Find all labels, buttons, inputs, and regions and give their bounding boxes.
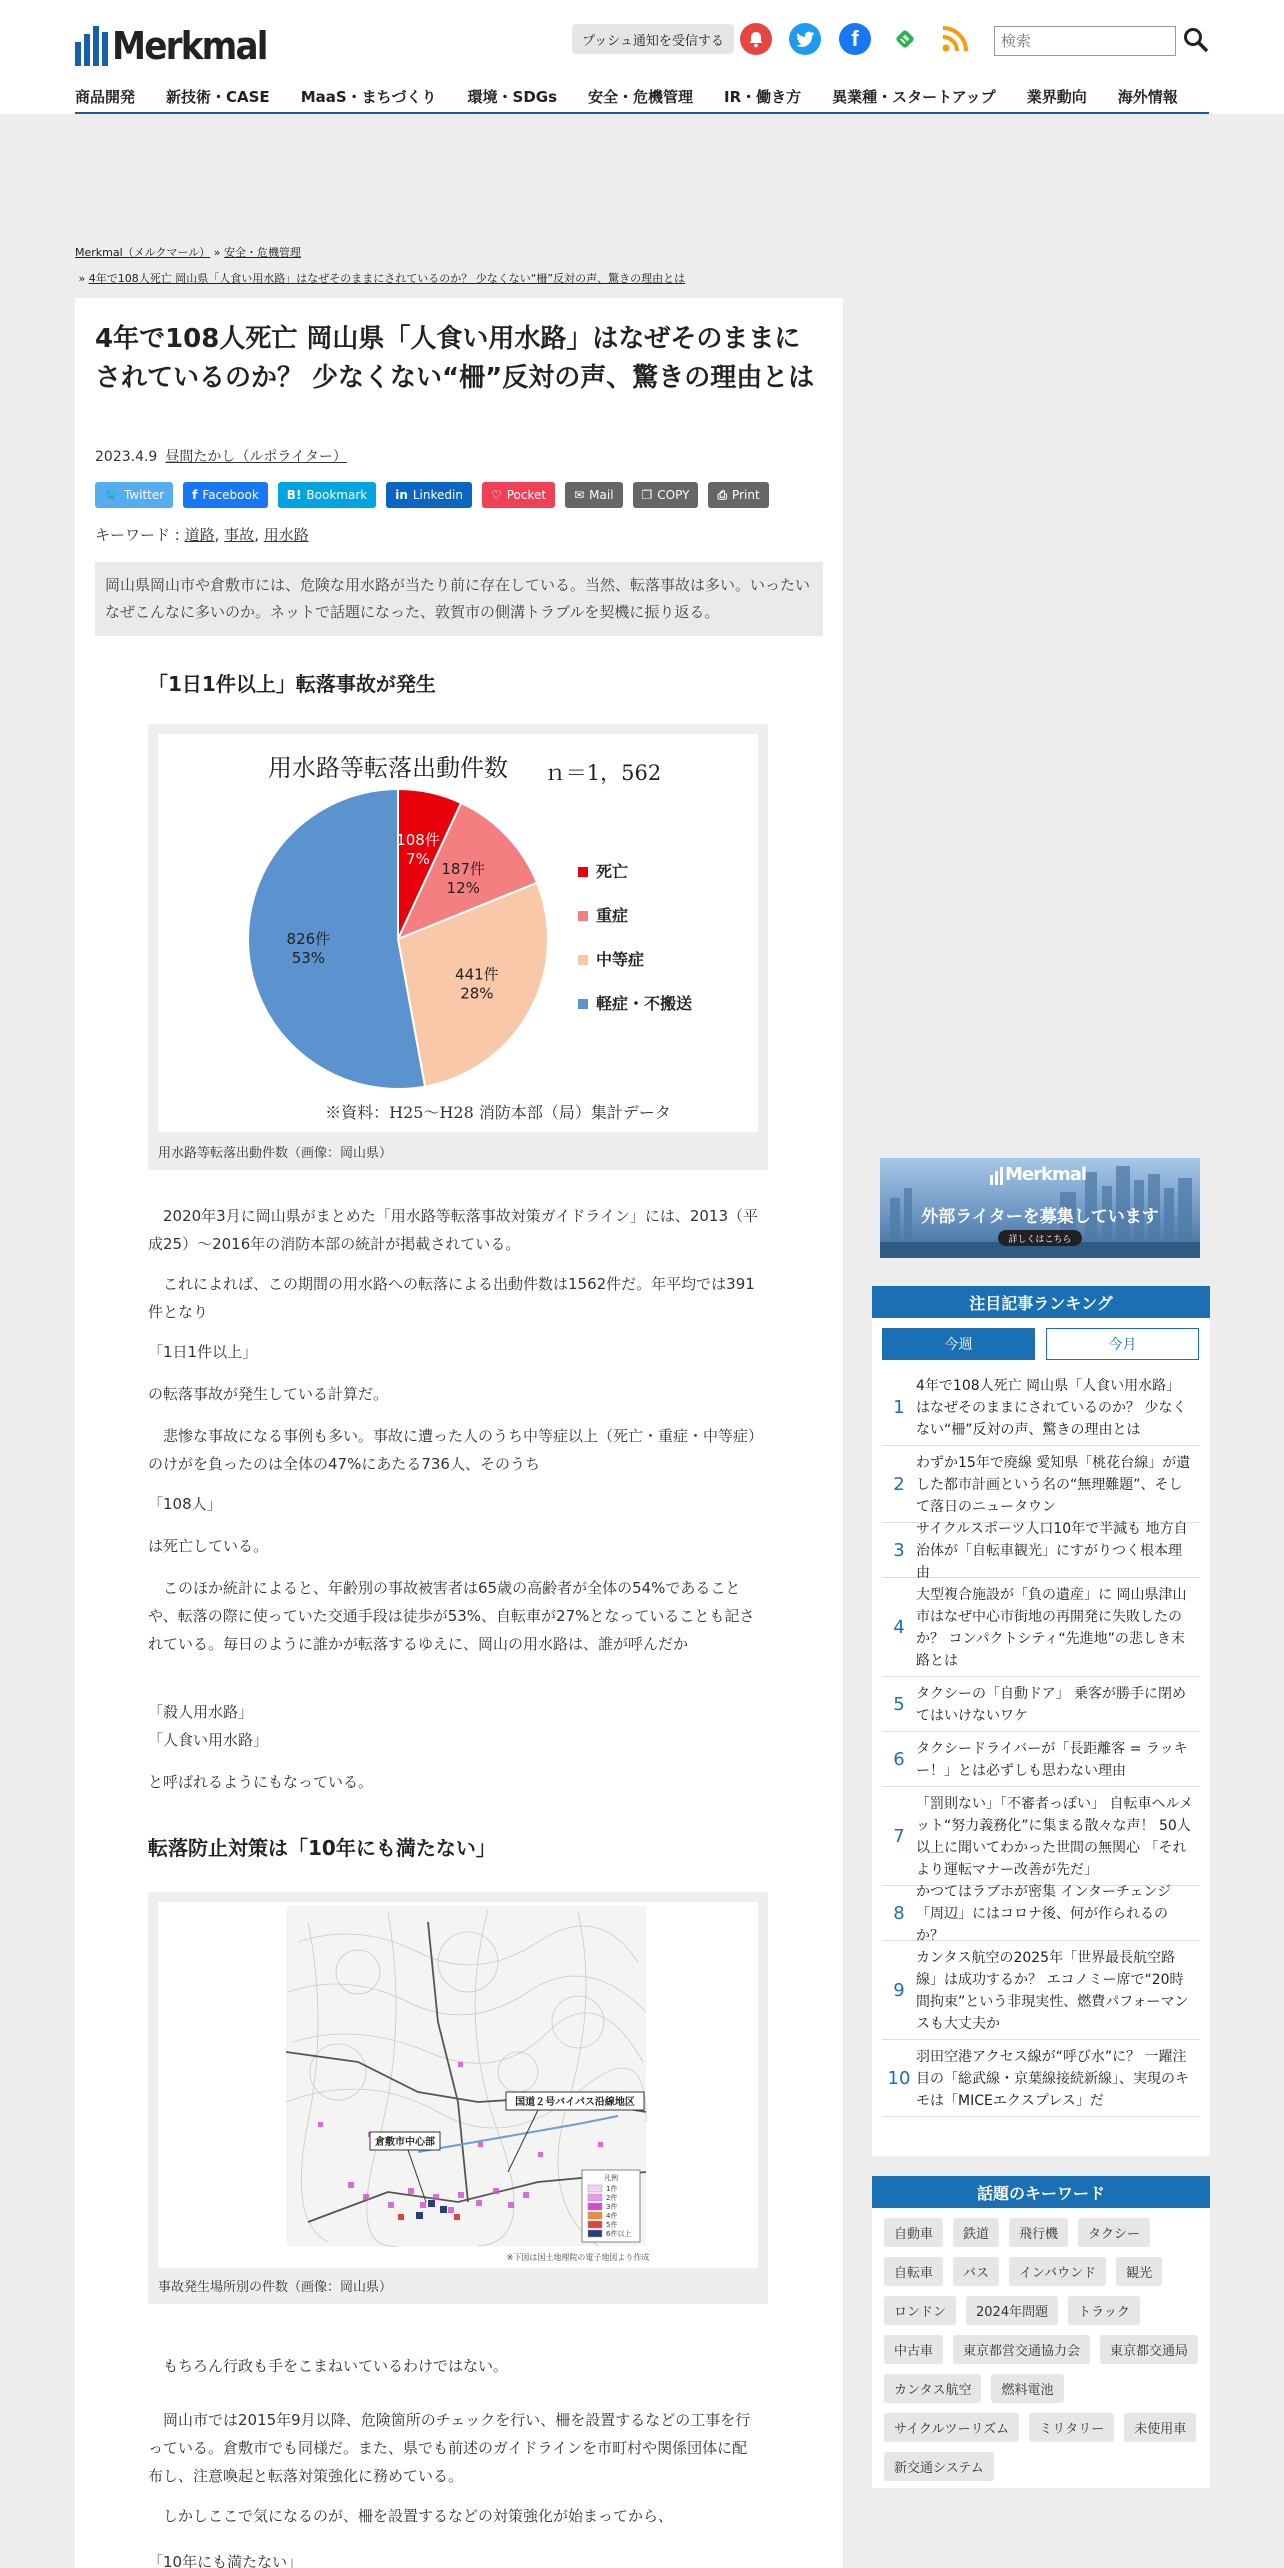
map-panel — [158, 1902, 758, 2268]
feedly-icon[interactable] — [889, 23, 921, 55]
map-legend-item: 2件 — [606, 2194, 618, 2202]
paragraph: 岡山市では2015年9月以降、危険箇所のチェックを行い、柵を設置するなどの工事を行っている。倉敷市でも同様だ。また、県でも前述のガイドラインを市町村や関係団体に配布し、注意喚起と転落対策強化に務めている。 — [148, 2411, 751, 2485]
legend-swatch — [578, 911, 588, 921]
slice-percent-label: 7% — [406, 850, 430, 869]
pie-chart-panel — [158, 734, 758, 1132]
article — [75, 298, 843, 2568]
ranking-widget — [872, 1286, 1210, 2156]
nav-item[interactable]: MaaS・まちづくり — [300, 88, 437, 106]
ranking-number: 9 — [893, 1980, 905, 2001]
keyword-tag[interactable]: サイクルツーリズム — [884, 2413, 1019, 2442]
banner-text: 外部ライターを募集しています — [921, 1207, 1159, 1227]
site-logo[interactable] — [75, 22, 284, 66]
slice-percent-label: 12% — [446, 878, 480, 897]
article-lead: 岡山県岡山市や倉敷市には、危険な用水路が当たり前に存在している。当然、転落事故は多い。いったいなぜこんなに多いのか。ネットで話題になった、敦賀市の側溝トラブルを契機に振り返る。 — [95, 562, 823, 636]
share-linkedin-button[interactable]: in Linkedin — [386, 482, 472, 508]
push-notification-button[interactable]: プッシュ通知を受信する — [572, 24, 734, 54]
paragraph: と呼ばれるようにもなっている。 — [148, 1773, 374, 1791]
facebook-icon[interactable]: f — [839, 23, 871, 55]
ranking-item[interactable] — [882, 1733, 1200, 1787]
figure-map — [148, 1892, 768, 2304]
logo-text: Merkmal — [112, 24, 267, 68]
chart-n-label: ｎ＝1，562 — [544, 761, 662, 785]
keyword-tag[interactable]: 東京都営交通協力会 — [953, 2335, 1090, 2364]
tab-week[interactable]: 今週 — [882, 1328, 1035, 1360]
keyword-tag[interactable]: 東京都交通局 — [1100, 2335, 1198, 2364]
facebook-icon: f — [192, 488, 198, 502]
breadcrumb-category[interactable]: 安全・危機管理 — [223, 246, 301, 259]
chart-title: 用水路等転落出動件数 — [268, 754, 508, 782]
ranking-number: 10 — [887, 2068, 911, 2089]
legend-label: 中等症 — [596, 950, 645, 969]
quote-text: 「人食い用水路」 — [148, 1731, 269, 1749]
keyword-tag[interactable]: バス — [953, 2257, 999, 2286]
keyword-tag[interactable]: トラック — [1068, 2296, 1140, 2325]
ranking-item[interactable] — [882, 1942, 1200, 2040]
breadcrumb-home[interactable]: Merkmal（メルクマール） — [75, 246, 211, 259]
share-pocket-button[interactable]: ♡ Pocket — [482, 482, 555, 508]
hatena-icon: B! — [286, 488, 302, 502]
ranking-title-text: タクシーの「自動ドア」 乗客が勝手に閉めてはいけないワケ — [916, 1685, 1187, 1724]
print-button[interactable]: ⎙ Print — [708, 482, 768, 508]
twitter-icon[interactable] — [789, 23, 821, 55]
nav-item[interactable]: 異業種・スタートアップ — [832, 88, 996, 106]
banner-more-button[interactable]: 詳しくはこちら — [998, 1230, 1082, 1246]
slice-value-label: 108件 — [396, 831, 440, 850]
figure-pie — [148, 724, 768, 1170]
nav-item[interactable]: 環境・SDGs — [467, 88, 558, 106]
search-icon[interactable] — [1182, 26, 1210, 54]
pie-chart — [158, 734, 758, 1132]
ranking-title-text: カンタス航空の2025年「世界最長航空路線」は成功するか？ エコノミー席で“20時間拘束”という非現実性、燃費パフォーマンスも大丈夫か — [916, 1949, 1189, 2032]
keyword-tag[interactable]: 未使用車 — [1124, 2413, 1196, 2442]
legend-label: 重症 — [596, 906, 629, 925]
paragraph: これによれば、この期間の用水路への転落による出動件数は1562件だ。年平均では391件となり — [148, 1275, 755, 1321]
site-header — [0, 0, 1284, 114]
article-title: 4年で108人死亡 岡山県「人食い用水路」はなぜそのままにされているのか？ 少なくない“柵”反対の声、驚きの理由とは — [95, 324, 815, 393]
nav-item[interactable]: 商品開発 — [75, 88, 136, 106]
share-mail-button[interactable]: ✉ Mail — [565, 482, 622, 508]
legend-label: 軽症・不搬送 — [596, 994, 693, 1013]
section-heading: 転落防止対策は「10年にも満たない」 — [148, 1836, 496, 1860]
keyword-tag[interactable]: 自動車 — [884, 2218, 943, 2247]
ranking-title-text: 4年で108人死亡 岡山県「人食い用水路」はなぜそのままにされているのか？ 少なくない“柵”反対の声、驚きの理由とは — [916, 1377, 1187, 1438]
trending-keywords-widget — [872, 2176, 1210, 2488]
ranking-number: 1 — [893, 1397, 905, 1418]
map-source: ※下図は国土地理院の電子地図より作成 — [506, 2253, 650, 2262]
ranking-item[interactable] — [882, 1520, 1200, 1581]
ranking-number: 4 — [893, 1617, 905, 1638]
legend-label: 死亡 — [596, 862, 629, 881]
share-buttons — [95, 482, 769, 508]
share-twitter-button[interactable]: 🐦 Twitter — [95, 482, 173, 508]
map-legend-item: 1件 — [606, 2185, 618, 2193]
keyword-tag[interactable]: 新交通システム — [884, 2452, 994, 2481]
tab-month[interactable]: 今月 — [1046, 1328, 1199, 1360]
breadcrumb: Merkmal（メルクマール） » 安全・危機管理 » 4年で108人死亡 岡山県「人食い用水路」はなぜそのままにされているのか？ 少なくない“柵”反対の声、驚きの理由とは — [75, 246, 686, 285]
ranking-title: 注目記事ランキング — [872, 1286, 1210, 1318]
ranking-number: 5 — [893, 1694, 905, 1715]
keyword-tag[interactable]: カンタス航空 — [884, 2374, 981, 2403]
slice-value-label: 826件 — [286, 930, 331, 949]
push-bell-icon[interactable] — [740, 23, 772, 55]
keyword-tag[interactable]: 燃料電池 — [991, 2374, 1063, 2403]
slice-value-label: 441件 — [455, 965, 499, 984]
map-legend-item: 4件 — [606, 2212, 618, 2220]
keyword-tag[interactable]: ロンドン — [884, 2296, 956, 2325]
linkedin-icon: in — [395, 488, 408, 502]
nav-item[interactable]: IR・働き方 — [724, 88, 802, 106]
keyword-tag[interactable]: 自転車 — [884, 2257, 943, 2286]
quote-text: 「1日1件以上」 — [148, 1343, 258, 1361]
paragraph: このほか統計によると、年齢別の事故被害者は65歳の高齢者が全体の54%であることや、転落の際に使っていた交通手段は徒歩が53%、自転車が27%となっていることも記されている。毎日のように誰かが転落するゆえに、岡山の用水路は、誰が呼んだか — [148, 1579, 755, 1653]
main-nav — [75, 86, 1209, 110]
map-legend-item: 3件 — [606, 2203, 618, 2211]
breadcrumb-current[interactable]: 4年で108人死亡 岡山県「人食い用水路」はなぜそのままにされているのか？ 少なくない“柵”反対の声、驚きの理由とは — [88, 272, 686, 285]
writer-recruit-banner[interactable] — [880, 1158, 1200, 1258]
keyword-tag[interactable]: 飛行機 — [1009, 2218, 1068, 2247]
nav-item[interactable]: 新技術・CASE — [166, 88, 270, 106]
header-divider — [75, 112, 1209, 114]
ranking-number: 3 — [893, 1540, 905, 1561]
ranking-title-text: わずか15年で廃線 愛知県「桃花台線」が遺した都市計画という名の“無理難題”、そして落日のニュータウン — [916, 1454, 1191, 1515]
slice-percent-label: 53% — [291, 949, 326, 968]
ranking-title-text: 羽田空港アクセス線が“呼び水”に？ 一躍注目の「総武線・京葉線接続新線」、実現のキモは「MICEエクスプレス」だ — [916, 2048, 1189, 2109]
ranking-item[interactable] — [882, 2041, 1200, 2117]
print-icon: ⎙ — [717, 487, 728, 502]
twitter-icon: 🐦 — [104, 488, 119, 502]
keyword-tag[interactable]: 観光 — [1116, 2257, 1162, 2286]
share-hatena-button[interactable]: B! Bookmark — [278, 482, 376, 508]
ranking-item[interactable] — [882, 1678, 1200, 1732]
ranking-item[interactable] — [882, 1370, 1200, 1446]
quote-text: 「殺人用水路」 — [148, 1703, 254, 1721]
nav-item[interactable]: 海外情報 — [1117, 88, 1178, 106]
logo-mark — [75, 26, 108, 66]
paragraph: しかしここで気になるのが、柵を設置するなどの対策強化が始まってから、 — [148, 2507, 674, 2525]
keyword-link[interactable]: 事故 — [224, 526, 255, 544]
ranking-number: 2 — [893, 1474, 905, 1495]
legend-swatch — [578, 955, 588, 965]
rss-icon[interactable] — [939, 23, 971, 55]
nav-item[interactable]: 業界動向 — [1026, 88, 1087, 106]
map-label: 国道２号バイパス沿線地区 — [515, 2097, 635, 2108]
map-legend-item: 6件以上 — [606, 2230, 632, 2238]
ranking-item[interactable] — [882, 1788, 1200, 1886]
slice-value-label: 187件 — [441, 859, 486, 878]
ranking-number: 8 — [893, 1903, 905, 1924]
keyword-link[interactable]: 用水路 — [263, 526, 309, 544]
chart-source: ※資料：H25～H28 消防本部（局）集計データ — [325, 1103, 671, 1122]
paragraph: 悲惨な事故になる事例も多い。事故に遭った人のうち中等症以上（死亡・重症・中等症）のけがを負ったのは全体の47%にあたる736人、そのうち — [148, 1427, 756, 1473]
keyword-tags — [884, 2218, 1204, 2481]
accident-map — [158, 1902, 758, 2268]
legend-swatch — [578, 867, 588, 877]
ranking-title-text: かつてはラブホが密集 インターチェンジ「周辺」にはコロナ後、何が作られるのか？ — [916, 1883, 1172, 1944]
ranking-number: 6 — [893, 1749, 905, 1770]
keyword-link[interactable]: 道路 — [184, 526, 215, 544]
search-input[interactable] — [994, 26, 1176, 56]
figure-caption: 事故発生場所別の件数（画像：岡山県） — [158, 2280, 393, 2295]
pocket-icon: ♡ — [490, 488, 502, 502]
copy-icon: ❐ — [641, 488, 653, 502]
mail-icon: ✉ — [574, 488, 585, 502]
slice-percent-label: 28% — [460, 984, 494, 1003]
paragraph: の転落事故が発生している計算だ。 — [148, 1385, 389, 1403]
share-facebook-button[interactable]: f Facebook — [183, 482, 268, 508]
legend-swatch — [578, 999, 588, 1009]
keyword-tag[interactable]: インバウンド — [1009, 2257, 1106, 2286]
copy-link-button[interactable]: ❐ COPY — [633, 482, 699, 508]
quote-text: 「10年にも満たない」 — [148, 2553, 303, 2568]
keywords-label: キーワード : — [95, 526, 180, 544]
map-legend-title: 凡例 — [604, 2174, 618, 2182]
map-legend-item: 5件 — [606, 2221, 618, 2229]
figure-caption: 用水路等転落出動件数（画像：岡山県） — [158, 1146, 393, 1161]
keywords-title: 話題のキーワード — [872, 2176, 1210, 2208]
keyword-tag[interactable]: 中古車 — [884, 2335, 943, 2364]
map-legend — [582, 2170, 640, 2242]
paragraph: もちろん行政も手をこまねいているわけではない。 — [148, 2357, 509, 2375]
ranking-number: 7 — [893, 1826, 905, 1847]
article-meta — [95, 446, 347, 466]
chart-legend — [578, 862, 692, 1013]
paragraph: 2020年3月に岡山県がまとめた「用水路等転落事故対策ガイドライン」には、2013（平成25）～2016年の消防本部の統計が掲載されている。 — [148, 1207, 758, 1253]
paragraph: は死亡している。 — [148, 1537, 269, 1555]
map-label: 倉敷市中心部 — [375, 2137, 435, 2148]
ranking-item[interactable] — [882, 1447, 1200, 1523]
article-date: 2023.4.9 — [95, 449, 158, 465]
keyword-tag[interactable]: タクシー — [1078, 2218, 1150, 2247]
quote-text: 「108人」 — [148, 1495, 222, 1513]
keyword-tag[interactable]: 2024年問題 — [966, 2296, 1058, 2325]
nav-item[interactable]: 安全・危機管理 — [588, 88, 694, 106]
ranking-title-text: 「罰則ない」「不審者っぽい」 自転車ヘルメット“努力義務化”に集まる散々な声！ 50人以上に聞いてわかった世間の無関心 「それより運転マナー改善が先だ」 — [916, 1795, 1194, 1878]
section-heading: 「1日1件以上」転落事故が発生 — [148, 672, 436, 696]
article-keywords: キーワード : 道路, 事故, 用水路 — [95, 526, 309, 544]
keyword-tag[interactable]: ミリタリー — [1029, 2413, 1114, 2442]
ranking-title-text: サイクルスポーツ人口10年で半減も 地方自治体が「自転車観光」にすがりつく根本理由 — [916, 1520, 1188, 1581]
banner-logo: Merkmal — [990, 1164, 1086, 1185]
ranking-item[interactable] — [882, 1579, 1200, 1677]
ranking-title-text: 大型複合施設が「負の遺産」に 岡山県津山市はなぜ中心市街地の再開発に失敗したのか？ コンパクトシティ“先進地”の悲しき末路とは — [916, 1586, 1187, 1669]
keyword-tag[interactable]: 鉄道 — [953, 2218, 999, 2247]
ranking-title-text: タクシードライバーが「長距離客 = ラッキー！」とは必ずしも思わない理由 — [916, 1740, 1188, 1779]
ranking-item[interactable] — [882, 1883, 1200, 1944]
article-author[interactable]: 昼間たかし（ルポライター） — [165, 449, 347, 465]
